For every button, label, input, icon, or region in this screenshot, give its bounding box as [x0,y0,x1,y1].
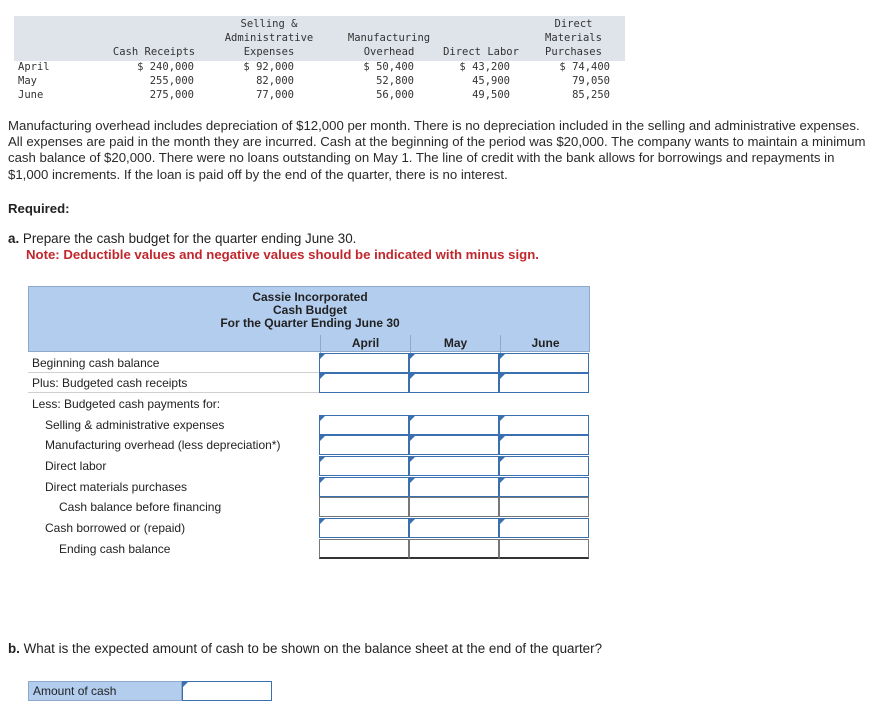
row-sga: 82,000 [256,75,294,87]
given-row-may [14,74,625,88]
question-a-text: Prepare the cash budget for the quarter ending June 30. [19,231,357,246]
row-label-direct-labor: Direct labor [45,459,107,473]
june-direct-labor-input[interactable] [499,456,589,476]
row-label-beginning-cash: Beginning cash balance [28,353,319,373]
row-label-ending-cash: Ending cash balance [59,542,171,556]
column-june: June [500,335,590,353]
june-ending-cash-input[interactable] [499,539,589,559]
june-cash-receipts-input[interactable] [499,373,589,393]
row-receipts: 255,000 [149,75,194,87]
amount-of-cash-label: Amount of cash [28,681,182,701]
header-moh-line1: Manufacturing [347,32,431,44]
row-receipts: $ 240,000 [137,61,194,73]
row-dm: 85,250 [572,89,610,101]
question-b [8,641,602,656]
row-label-balance-before-financing: Cash balance before financing [59,500,222,514]
april-ending-cash-input[interactable] [319,539,409,559]
may-balance-before-financing-input[interactable] [409,497,499,517]
question-a [8,231,356,246]
header-direct-labor: Direct Labor [443,46,519,58]
question-b-text: What is the expected amount of cash to be shown on the balance sheet at the end of the quarter? [19,641,603,656]
june-moh-input[interactable] [499,435,589,455]
row-label-cash-payments: Less: Budgeted cash payments for: [32,397,221,411]
april-direct-materials-input[interactable] [319,477,409,497]
april-borrowed-repaid-input[interactable] [319,518,409,538]
april-balance-before-financing-input[interactable] [319,497,409,517]
header-dm-line3: Purchases [545,46,602,58]
may-beginning-cash-input[interactable] [409,353,499,373]
row-dm: 79,050 [572,75,610,87]
budget-period: For the Quarter Ending June 30 [220,316,400,330]
row-month: June [18,89,44,101]
april-direct-labor-input[interactable] [319,456,409,476]
june-beginning-cash-input[interactable] [499,353,589,373]
row-sga: 77,000 [256,89,294,101]
amount-of-cash-input[interactable] [182,681,272,701]
question-b-prefix: b. [8,641,20,656]
row-label-sga: Selling & administrative expenses [45,418,225,432]
header-cash-receipts: Cash Receipts [112,46,196,58]
row-month: May [18,75,37,87]
header-moh-line2: Overhead [363,46,415,58]
row-label-direct-materials: Direct materials purchases [45,480,188,494]
row-receipts: 275,000 [149,89,194,101]
question-a-prefix: a. [8,231,20,246]
row-labor: 45,900 [472,75,510,87]
june-sga-input[interactable] [499,415,589,435]
may-sga-input[interactable] [409,415,499,435]
header-dm-line2: Materials [545,32,602,44]
june-direct-materials-input[interactable] [499,477,589,497]
budget-title-block [29,291,591,330]
april-moh-input[interactable] [319,435,409,455]
june-borrowed-repaid-input[interactable] [499,518,589,538]
row-label-borrowed-repaid: Cash borrowed or (repaid) [45,521,186,535]
row-labor: $ 43,200 [459,61,510,73]
may-cash-receipts-input[interactable] [409,373,499,393]
may-borrowed-repaid-input[interactable] [409,518,499,538]
header-sga-line1: Selling & [240,18,298,30]
row-moh: 56,000 [376,89,414,101]
header-sga-line2: Administrative [224,32,314,44]
cash-budget-table [28,286,590,561]
given-row-june [14,88,625,102]
row-moh: 52,800 [376,75,414,87]
header-sga-line3: Expenses [243,46,295,58]
column-april: April [320,335,410,353]
may-ending-cash-input[interactable] [409,539,499,559]
problem-description: Manufacturing overhead includes depreciation of $12,000 per month. There is no depreciation included in the selling and administrative expenses. All expenses are paid in the month they are incurred. Cash at the beginning of the period was $20,000. The company wants to maintain a minimum cash balance of $20,000. There were no loans outstanding on May 1. The line of credit with the bank allows for borrowings and repayments in $1,000 increments. If the loan is paid off by the end of the quarter, there is no interest. [8,118,866,182]
column-may: May [410,335,500,353]
may-direct-labor-input[interactable] [409,456,499,476]
row-sga: $ 92,000 [243,61,294,73]
april-sga-input[interactable] [319,415,409,435]
company-name: Cassie Incorporated [252,290,368,304]
row-dm: $ 74,400 [559,61,610,73]
header-dm-line1: Direct [554,18,593,30]
required-heading: Required: [8,201,70,216]
june-balance-before-financing-input[interactable] [499,497,589,517]
row-label-cash-receipts: Plus: Budgeted cash receipts [28,373,319,393]
row-label-moh: Manufacturing overhead (less depreciation*) [45,438,281,452]
budget-title: Cash Budget [272,303,347,317]
april-cash-receipts-input[interactable] [319,373,409,393]
cash-budget-header [28,286,590,352]
may-moh-input[interactable] [409,435,499,455]
given-row-april [14,60,625,74]
row-month: April [18,61,50,73]
may-direct-materials-input[interactable] [409,477,499,497]
april-beginning-cash-input[interactable] [319,353,409,373]
given-data-table [14,16,625,104]
row-moh: $ 50,400 [363,61,414,73]
question-a-note: Note: Deductible values and negative values should be indicated with minus sign. [26,247,539,262]
row-labor: 49,500 [472,89,510,101]
